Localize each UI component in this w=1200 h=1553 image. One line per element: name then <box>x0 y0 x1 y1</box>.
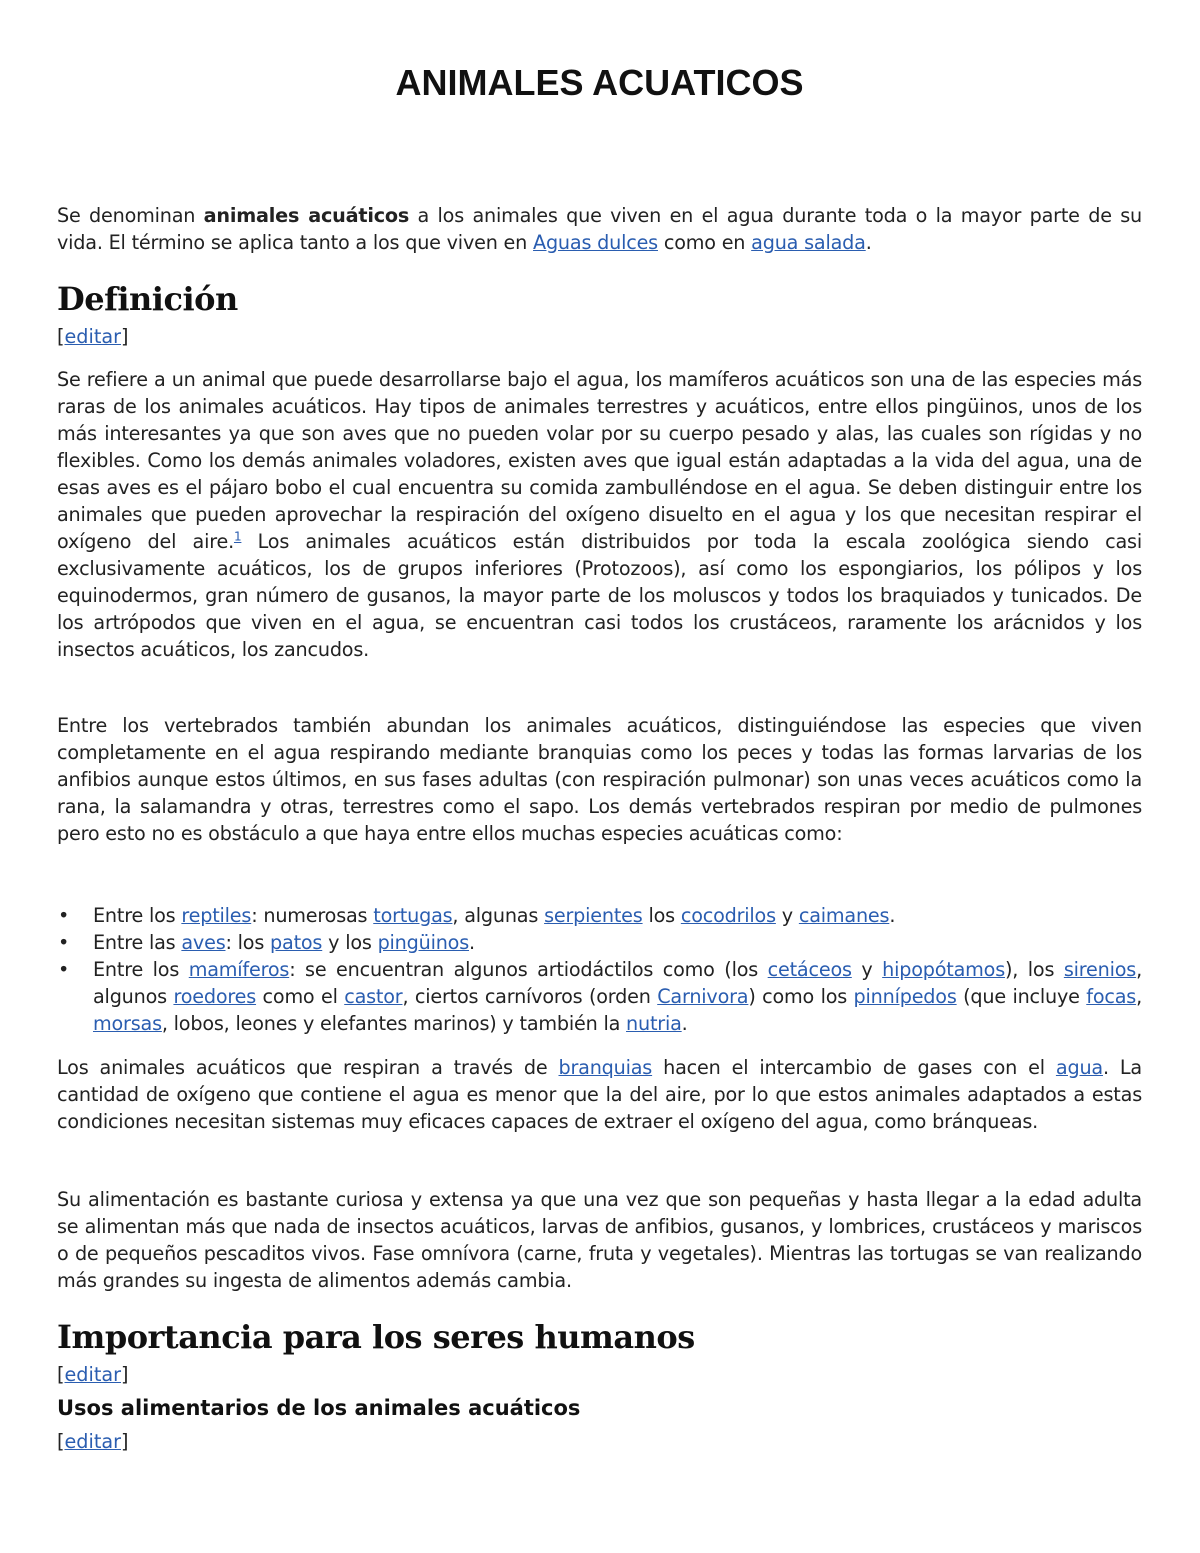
bullet: • <box>58 931 70 954</box>
definition-paragraph-2: Entre los vertebrados también abundan los animales acuáticos, distinguiéndose las especies que viven completamente en el agua respirando mediante branquias como los peces y todas las formas larvarias de los anfibios aunque estos últimos, en sus fases adultas (con respiración pulmonar) son unas veces acuáticos como la rana, la salamandra y otras, terrestres como el sapo. Los demás vertebrados respiran por medio de pulmones pero esto no es obstáculo a que haya entre ellos muchas especies acuáticas como: <box>57 714 1142 845</box>
intro-text: a los animales que viven en el agua durante toda o la mayor parte de su vida. El término se aplica tanto a los que viven en <box>57 204 1143 254</box>
list-text: y <box>851 958 883 981</box>
paragraph-text: Los animales acuáticos que respiran a través de <box>57 1056 559 1079</box>
bracket: ] <box>121 1363 129 1386</box>
link-sirenios[interactable]: sirenios <box>1063 958 1137 981</box>
paragraph-text: Los animales acuáticos están distribuidos por toda la escala zoológica siendo casi exclusivamente acuáticos, los de grupos inferiores (Protozoos), así como los espongiarios, los pólipos y los equinodermos, gran número de gusanos, la mayor parte de los moluscos y todos los braquiados y tunicados. De los artrópodos que viven en el agua, se encuentran casi todos los crustáceos, raramente los arácnidos y los insectos acuáticos, los zancudos. <box>57 530 1142 661</box>
list-text: y <box>775 904 799 927</box>
list-text: Entre las <box>93 931 182 954</box>
definition-paragraph-4: Su alimentación es bastante curiosa y extensa ya que una vez que son pequeñas y hasta llegar a la edad adulta se alimentan más que nada de insectos acuáticos, larvas de anfibios, gusanos, y lombrices, crustáceos y mariscos o de pequeños pescaditos vivos. Fase omnívora (carne, fruta y vegetales). Mientras las tortugas se van realizando más grandes su ingesta de alimentos además cambia. <box>57 1188 1142 1292</box>
link-morsas[interactable]: morsas <box>93 1012 162 1035</box>
edit-link[interactable]: editar <box>64 1430 121 1453</box>
link-aguas-dulces[interactable]: Aguas dulces <box>533 231 658 254</box>
link-agua-salada[interactable]: agua salada <box>751 231 866 254</box>
link-pinnipedos[interactable]: pinnípedos <box>853 985 957 1008</box>
list-text: los <box>642 904 681 927</box>
list-text: , algunas <box>452 904 545 927</box>
list-text: Entre los <box>93 958 189 981</box>
link-serpientes[interactable]: serpientes <box>544 904 643 927</box>
document-title: ANIMALES ACUATICOS <box>395 62 804 103</box>
link-focas[interactable]: focas <box>1086 985 1137 1008</box>
link-patos[interactable]: patos <box>270 931 323 954</box>
list-text: , lobos, leones y elefantes marinos) y también la <box>161 1012 627 1035</box>
list-text: . <box>681 1012 688 1035</box>
bracket: [ <box>57 1430 65 1453</box>
heading-definicion: Definición <box>57 280 238 318</box>
intro-paragraph <box>57 202 1142 256</box>
list-text: . <box>469 931 475 954</box>
list-text: como el <box>256 985 345 1008</box>
list-item <box>57 902 1142 929</box>
link-mamiferos[interactable]: mamíferos <box>188 958 290 981</box>
intro-bold-term: animales acuáticos <box>203 204 410 227</box>
link-carnivora[interactable]: Carnivora <box>657 985 749 1008</box>
link-cetaceos[interactable]: cetáceos <box>767 958 852 981</box>
footnote-link[interactable]: 1 <box>233 529 242 544</box>
intro-text: . <box>865 231 872 254</box>
bracket: ] <box>121 1430 129 1453</box>
list-text: . <box>889 904 896 927</box>
link-hipopotamos[interactable]: hipopótamos <box>882 958 1005 981</box>
bracket: ] <box>121 325 129 348</box>
edit-link[interactable]: editar <box>64 1363 121 1386</box>
definition-paragraph-1 <box>57 366 1142 663</box>
link-nutria[interactable]: nutria <box>626 1012 682 1035</box>
paragraph-text: . La cantidad de oxígeno que contiene el agua es menor que la del aire, por lo que estos animales adaptados a estas condiciones necesitan sistemas muy eficaces capaces de extraer el oxígeno del agua, como bránqueas. <box>57 1056 1142 1133</box>
link-reptiles[interactable]: reptiles <box>181 904 252 927</box>
link-caimanes[interactable]: caimanes <box>798 904 890 927</box>
definition-paragraph-3 <box>57 1054 1142 1135</box>
link-aves[interactable]: aves <box>181 931 226 954</box>
list-text: Entre los <box>93 904 182 927</box>
paragraph-text: Se refiere a un animal que puede desarrollarse bajo el agua, los mamíferos acuáticos son una de las especies más raras de los animales acuáticos. Hay tipos de animales terrestres y acuáticos, entre ellos pingüinos, unos de los más interesantes ya que son aves que no pueden volar por su cuerpo pesado y alas, las cuales son rígidas y no flexibles. Como los demás animales voladores, existen aves que igual están adaptadas a la vida del agua, una de esas aves es el pájaro bobo el cual encuentra su comida zambulléndose en el agua. Se deben distinguir entre los animales que pueden aprovechar la respiración del oxígeno disuelto en el agua y los que necesitan respirar el oxígeno del aire. <box>57 368 1142 553</box>
edit-link[interactable]: editar <box>64 325 121 348</box>
heading-importancia: Importancia para los seres humanos <box>57 1318 695 1356</box>
link-pinguinos[interactable]: pingüinos <box>377 931 470 954</box>
subheading-usos-alimentarios: Usos alimentarios de los animales acuáticos <box>57 1396 581 1420</box>
list-text: y los <box>322 931 378 954</box>
list-text: ), los <box>1005 958 1064 981</box>
list-text: , <box>1136 985 1142 1008</box>
edit-link-importancia <box>57 1363 129 1386</box>
bullet: • <box>58 958 70 981</box>
list-text: ) como los <box>748 985 854 1008</box>
list-text: (que incluye <box>956 985 1087 1008</box>
link-tortugas[interactable]: tortugas <box>373 904 453 927</box>
bullet: • <box>58 904 70 927</box>
list-item <box>57 929 1142 956</box>
list-text: : numerosas <box>251 904 374 927</box>
link-castor[interactable]: castor <box>344 985 403 1008</box>
link-cocodrilos[interactable]: cocodrilos <box>680 904 776 927</box>
list-text: : los <box>225 931 271 954</box>
intro-text: como en <box>657 231 752 254</box>
list-item <box>57 956 1142 1037</box>
link-roedores[interactable]: roedores <box>173 985 257 1008</box>
list-text: , algunos <box>93 958 1142 1008</box>
link-branquias[interactable]: branquias <box>558 1056 653 1079</box>
link-agua[interactable]: agua <box>1055 1056 1103 1079</box>
bracket: [ <box>57 1363 65 1386</box>
list-text: : se encuentran algunos artiodáctilos como (los <box>289 958 768 981</box>
list-text: , ciertos carnívoros (orden <box>402 985 658 1008</box>
species-list <box>57 902 1142 1037</box>
edit-link-definicion <box>57 325 129 348</box>
bracket: [ <box>57 325 65 348</box>
paragraph-text: hacen el intercambio de gases con el <box>652 1056 1056 1079</box>
edit-link-usos <box>57 1430 129 1453</box>
intro-text: Se denominan <box>57 204 204 227</box>
